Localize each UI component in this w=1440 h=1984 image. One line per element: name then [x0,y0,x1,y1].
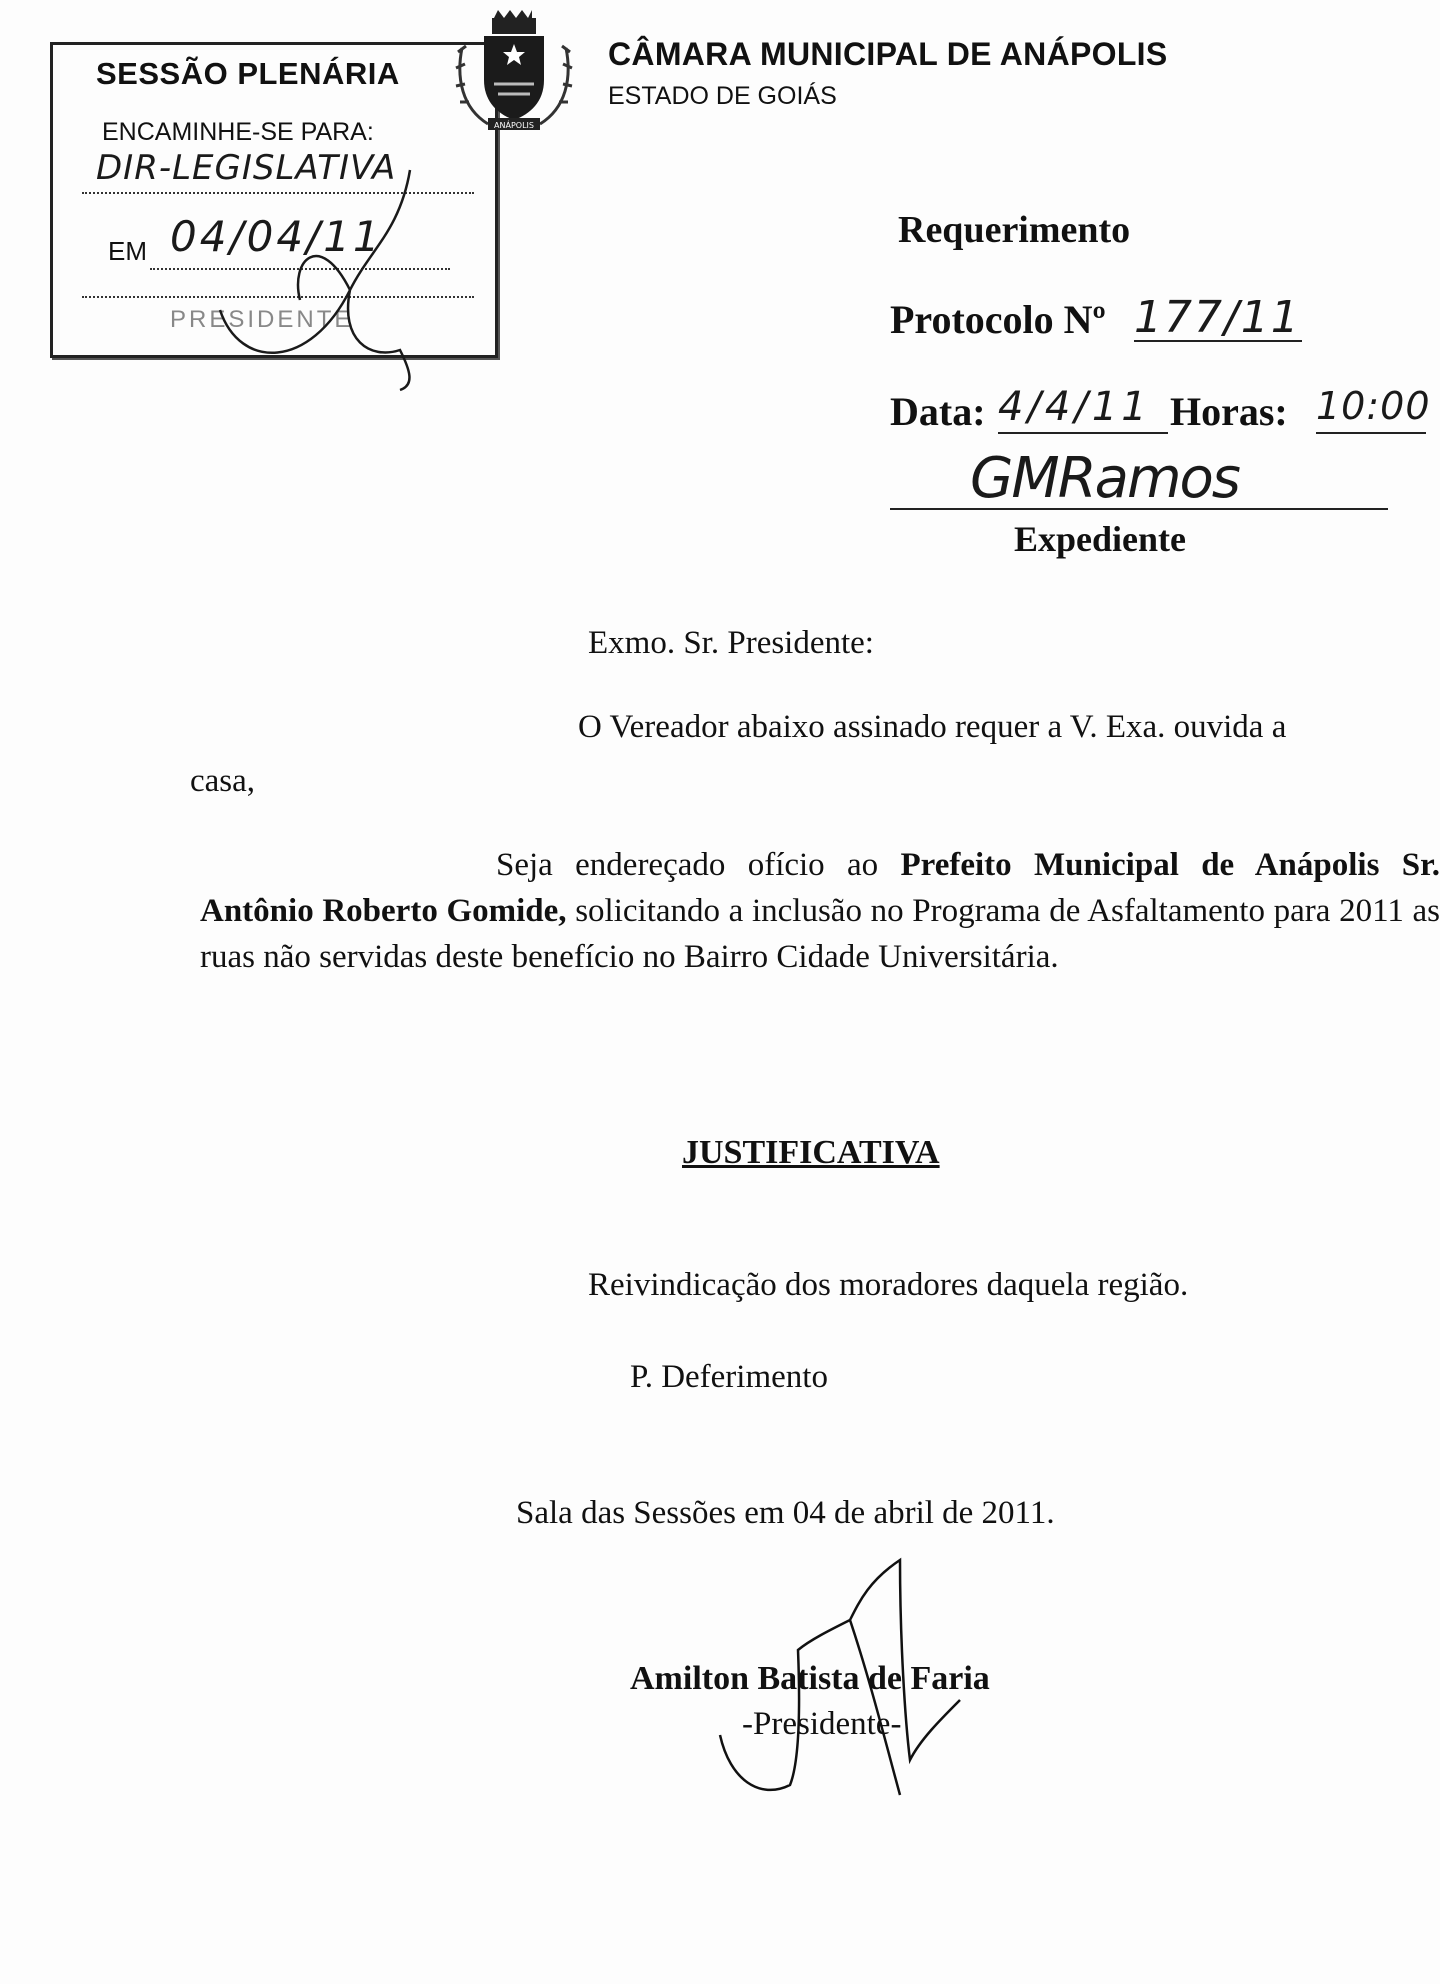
hours-label: Horas: [1170,389,1288,434]
document-type: Requerimento [898,209,1131,251]
date-underline [998,432,1168,434]
date-value: 4/4/11 [998,384,1151,430]
request-paragraph [200,842,1440,980]
crest-label: ANÁPOLIS [494,121,534,130]
stamp-forward-label: ENCAMINHE-SE PARA: [102,118,374,146]
mayor-title: Prefeito Municipal de Anápolis [900,847,1380,883]
stamp-destination: DIR-LEGISLATIVA [96,148,397,188]
office-label: Expediente [1014,519,1187,559]
protocol-number-value: 177/11 [1134,292,1301,343]
salutation: Exmo. Sr. Presidente: [588,625,874,661]
place-and-date: Sala das Sessões em 04 de abril de 2011. [516,1495,1055,1531]
stamp-role: PRESIDENTE [170,306,354,333]
hours-underline [1316,432,1426,434]
state-name: ESTADO DE GOIÁS [608,82,837,110]
stamp-title: SESSÃO PLENÁRIA [96,56,400,91]
closing-phrase: P. Deferimento [630,1359,828,1395]
request-intro: Seja endereçado ofício ao [496,847,901,883]
signatory-role: -Presidente- [742,1706,902,1742]
protocol-underline [1134,340,1302,342]
signature-line [890,508,1388,510]
clerk-signature: GMRamos [970,446,1239,511]
request-body: solicitando a inclusão no Programa de Asfaltamento para 2011 as ruas não servidas deste benefício no Bairro Cidade Universitária. [200,893,1440,975]
mayor-name: Sr. Antônio Roberto Gomide, [200,847,1440,929]
hours-value: 10:00 [1316,384,1431,428]
signatory-name: Amilton Batista de Faria [630,1660,990,1697]
justification-text: Reivindicação dos moradores daquela região. [588,1267,1189,1303]
protocol-number-label: Protocolo Nº [890,297,1106,342]
stamp-signature-scribble [200,170,440,400]
municipal-crest-icon [448,8,580,136]
stamp-date-label: EM [108,236,147,266]
paragraph-1-line-2: casa, [190,763,256,799]
stamp-date-value: 04/04/11 [170,212,383,261]
paragraph-1-line-1: O Vereador abaixo assinado requer a V. Exa. ouvida a [578,709,1287,745]
justification-title: JUSTIFICATIVA [682,1134,940,1171]
institution-name: CÂMARA MUNICIPAL DE ANÁPOLIS [608,36,1168,72]
date-label: Data: [890,389,986,434]
